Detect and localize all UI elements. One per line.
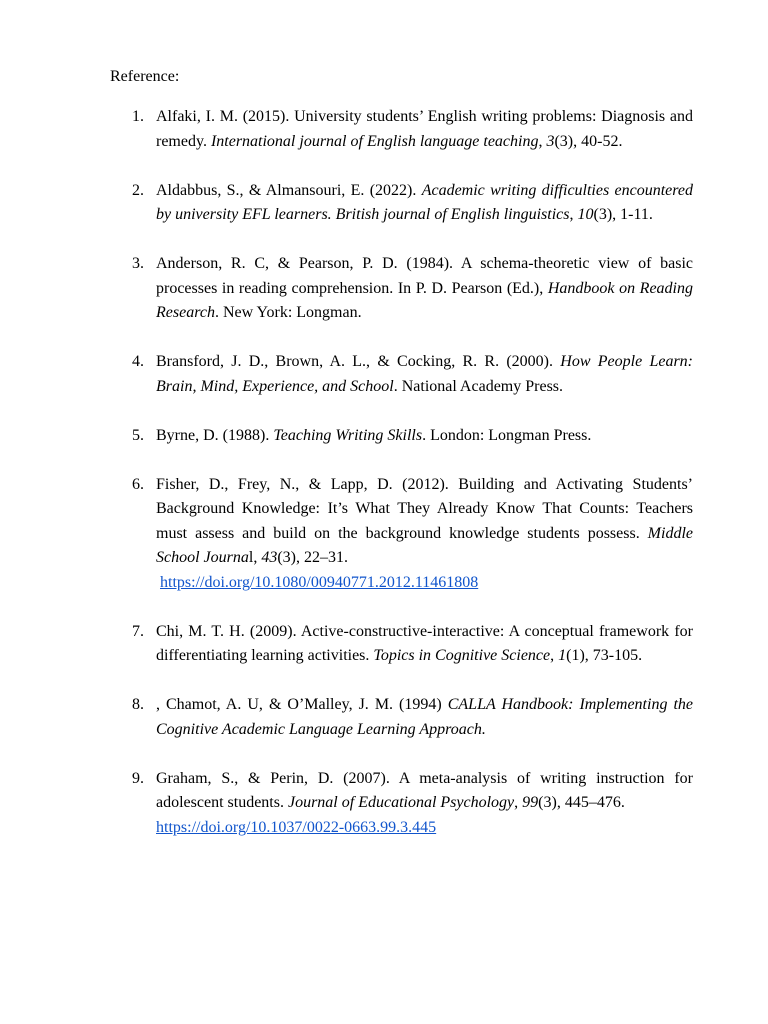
reference-item <box>132 105 693 154</box>
reference-number: 4. <box>132 353 144 370</box>
reference-text: , <box>538 132 547 150</box>
reference-text: Fisher, D., Frey, N., & Lapp, D. (2012). Building and Activating Students’ Background Knowledge: It’s What They Already Know That Counts: Teachers must assess and build on the background knowledge students possess. <box>156 475 693 542</box>
reference-number: 8. <box>132 696 144 713</box>
reference-text: (3), 1-11. <box>593 206 653 223</box>
journal-title: Topics in Cognitive Science <box>373 647 551 664</box>
reference-text: Bransford, J. D., Brown, A. L., & Cocking, R. R. (2000). <box>156 353 561 370</box>
volume-number: 10 <box>577 206 594 223</box>
reference-number: 9. <box>132 769 144 787</box>
volume-number: 99 <box>522 794 539 811</box>
journal-title: International journal of English language teaching <box>210 132 539 150</box>
book-title: CALLA Handbook: Implementing the Cognitive Academic Language Learning Approach. <box>156 696 694 738</box>
reference-text: Byrne, D. (1988). <box>156 426 274 444</box>
reference-number: 1. <box>132 108 144 125</box>
reference-text: , <box>569 206 578 223</box>
reference-text: (3), 22–31. <box>277 549 348 566</box>
reference-item <box>132 350 694 399</box>
reference-list <box>132 105 694 865</box>
reference-text: , <box>514 794 523 811</box>
journal-title: Journal of Educational Psychology <box>287 794 515 811</box>
reference-text: Alfaki, I. M. (2015). University students’ English writing problems: Diagnosis and remedy. <box>156 108 693 150</box>
reference-text: . National Academy Press. <box>393 377 564 395</box>
reference-text: Graham, S., & Perin, D. (2007). A meta-analysis of writing instruction for adolescent students. <box>156 769 693 811</box>
reference-text: (1), 73-105. <box>566 647 643 664</box>
volume-number: 3 <box>546 132 555 150</box>
reference-text: (3), 445–476. <box>538 794 625 811</box>
reference-number: 3. <box>132 255 144 272</box>
reference-item <box>132 473 693 596</box>
book-title: Handbook on Reading Research <box>156 279 694 321</box>
doi-link[interactable]: https://doi.org/10.1080/00940771.2012.11461808 <box>160 573 479 591</box>
reference-text: , Chamot, A. U, & O’Malley, J. M. (1994) <box>156 696 448 713</box>
reference-text: . New York: Longman. <box>214 304 362 321</box>
reference-text: , <box>550 647 559 664</box>
reference-text: Chi, M. T. H. (2009). Active-constructive-interactive: A conceptual framework for differentiating learning activities. <box>156 622 693 664</box>
book-title: Teaching Writing Skills <box>273 426 423 444</box>
reference-text: (3), 40-52. <box>554 132 623 150</box>
book-title: How People Learn: Brain, Mind, Experience, and School <box>156 353 694 395</box>
reference-item <box>132 693 694 742</box>
doi-link[interactable]: https://doi.org/10.1037/0022-0663.99.3.445 <box>156 818 437 836</box>
reference-text: l, <box>248 549 262 566</box>
reference-item <box>132 620 693 669</box>
reference-number: 6. <box>132 475 144 493</box>
journal-title: Middle School Journa <box>156 524 693 566</box>
reference-number: 2. <box>132 181 144 199</box>
volume-number: 1 <box>558 647 567 664</box>
reference-item <box>132 252 694 326</box>
reference-number: 7. <box>132 622 144 640</box>
volume-number: 43 <box>261 549 278 566</box>
reference-text: Anderson, R. C, & Pearson, P. D. (1984). A schema-theoretic view of basic processes in reading comprehension. In P. D. Pearson (Ed.), <box>156 255 693 297</box>
reference-item <box>132 424 693 449</box>
reference-number: 5. <box>132 426 144 444</box>
reference-text: . London: Longman Press. <box>422 426 592 444</box>
reference-item <box>132 767 693 841</box>
reference-text: Aldabbus, S., & Almansouri, E. (2022). <box>156 181 422 199</box>
reference-heading: Reference: <box>110 68 180 85</box>
article-title: Academic writing difficulties encountered by university EFL learners. British journal of English linguistics <box>156 181 694 223</box>
reference-item <box>132 179 694 228</box>
